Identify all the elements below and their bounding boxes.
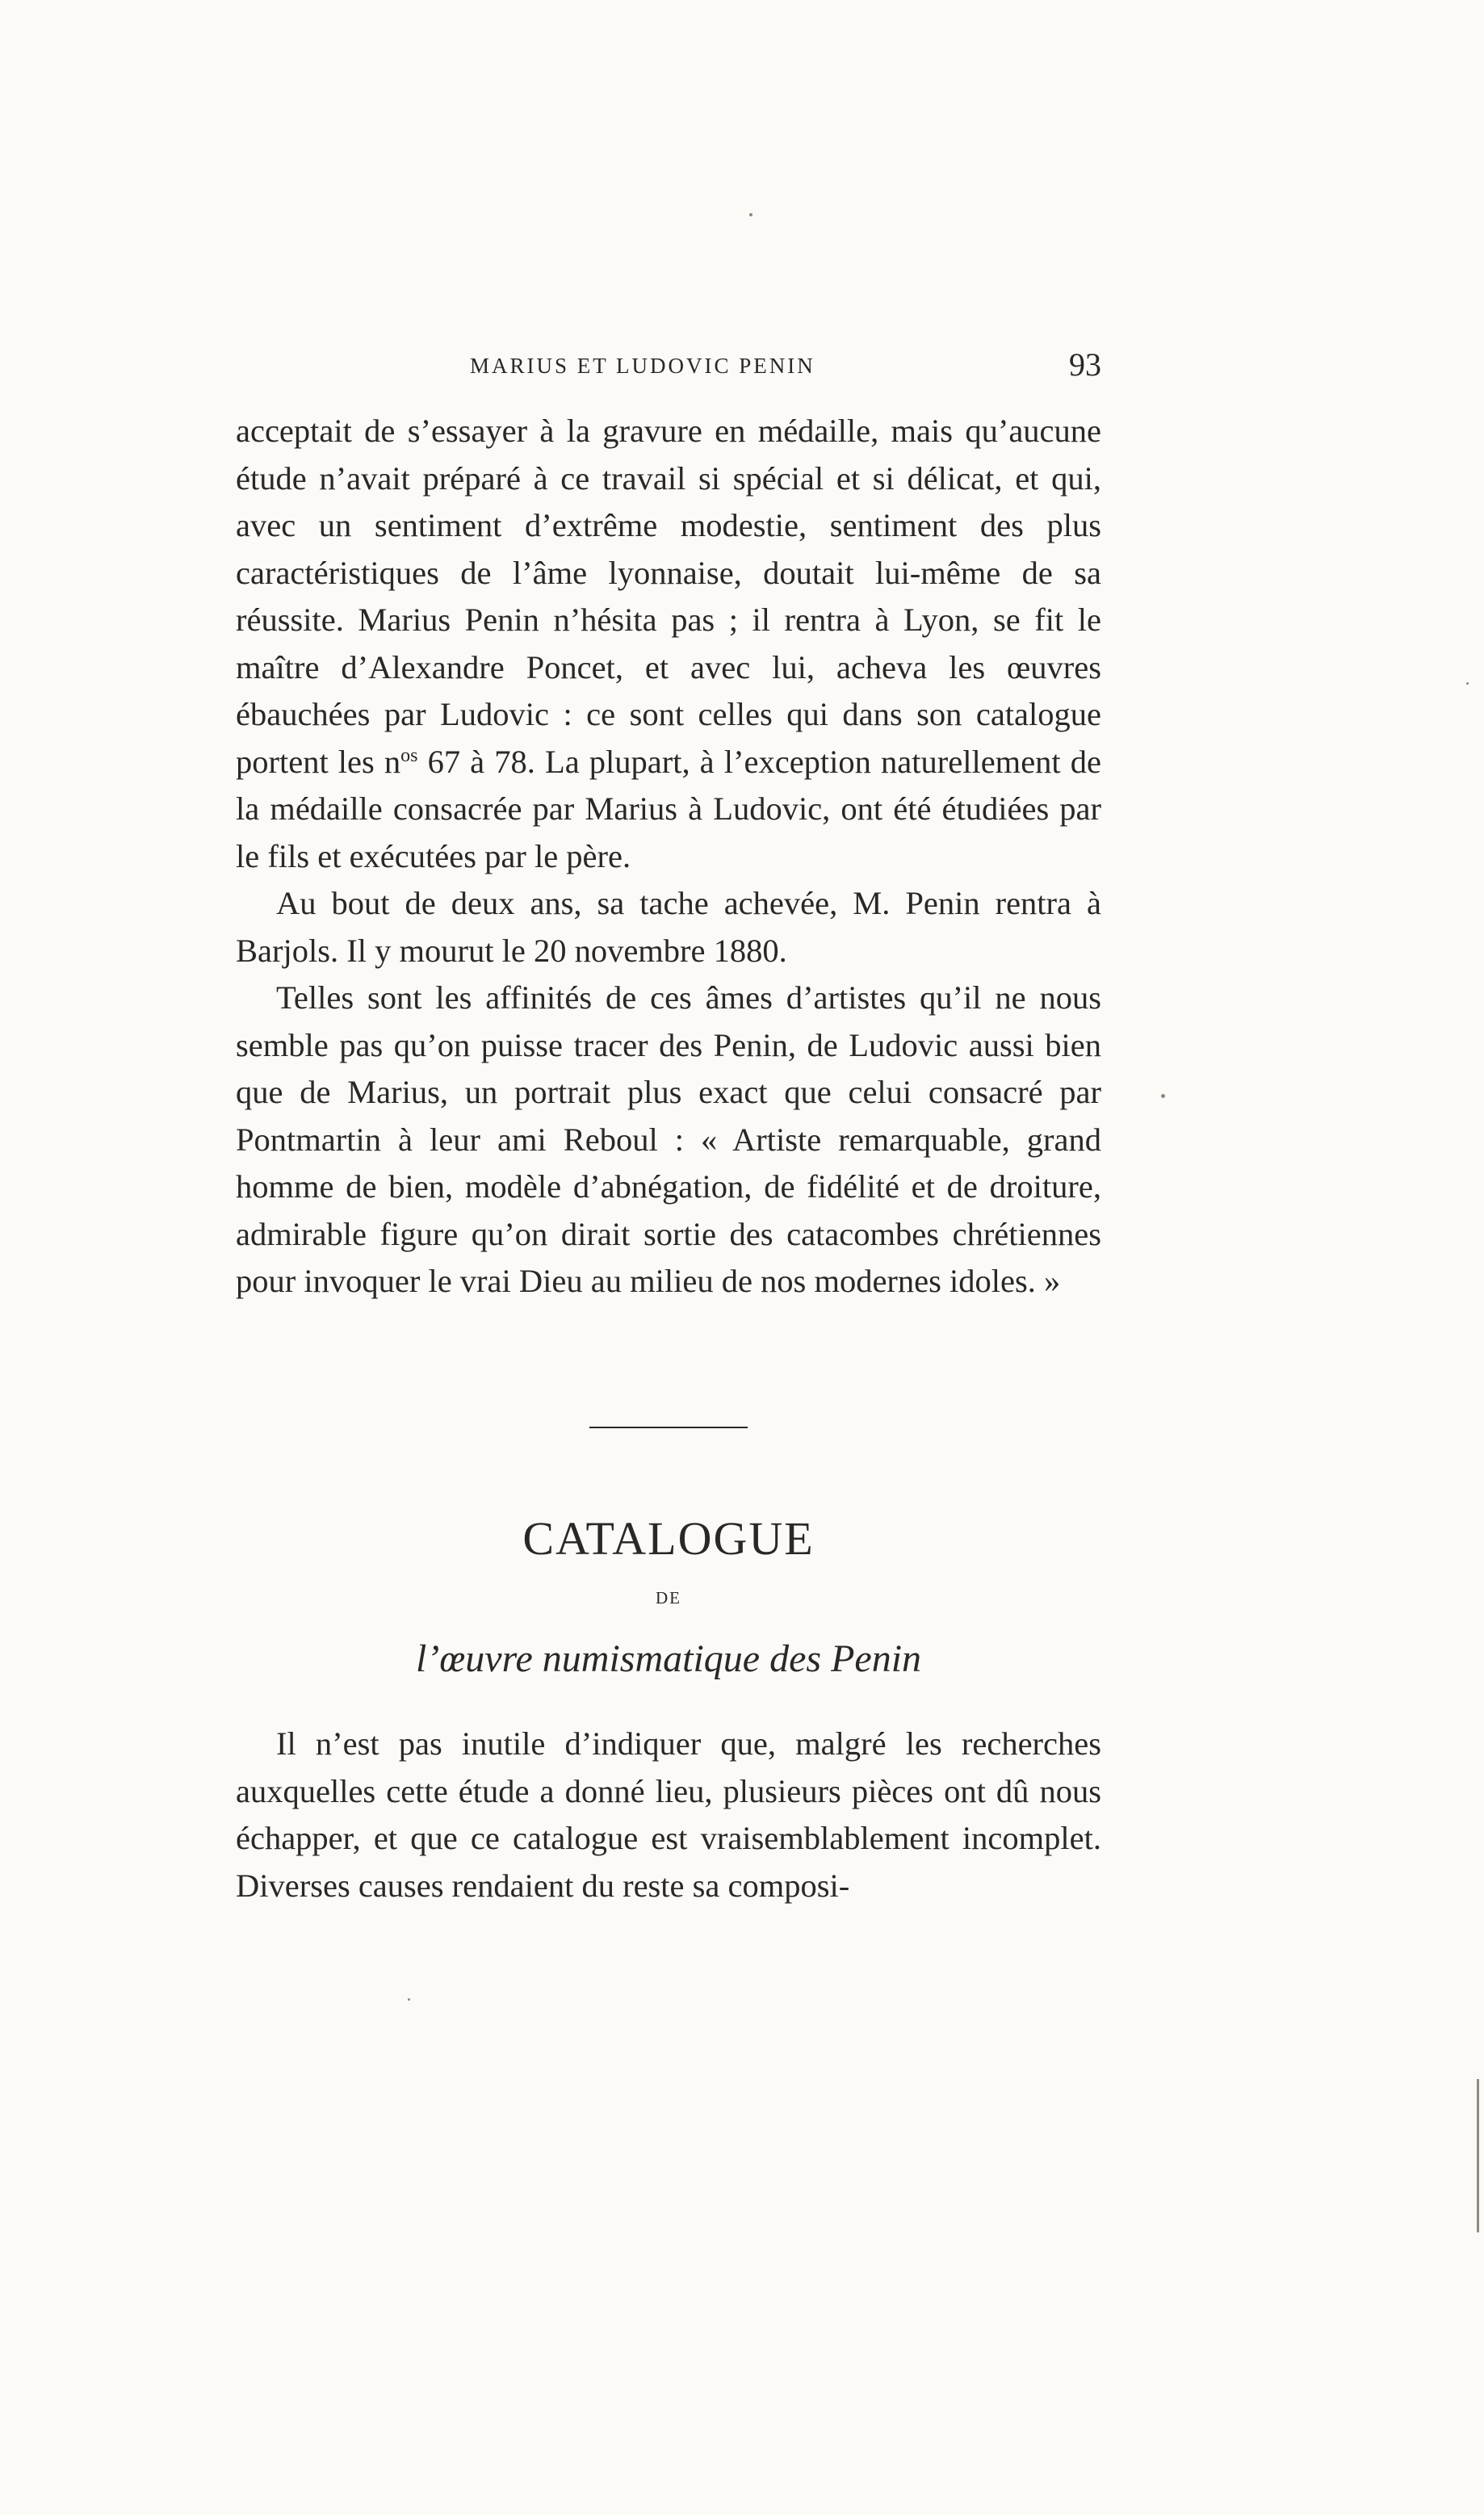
catalogue-title: CATALOGUE	[522, 1512, 815, 1565]
page-header	[236, 346, 1101, 394]
paragraph-text-continued: 67 à 78. La plupart, à l’exception naturellement de la médaille consacrée par Marius à Ludovic, ont été étudiées par le fils et exécutées par le père.	[236, 743, 1101, 874]
scan-edge-mark	[1477, 2079, 1479, 2232]
paragraph: Au bout de deux ans, sa tache achevée, M. Penin rentra à Barjols. Il y mourut le 20 novembre 1880.	[236, 885, 1101, 969]
catalogue-subtitle: l’œuvre numismatique des Penin	[415, 1637, 922, 1680]
scan-speck	[749, 213, 752, 216]
scan-speck	[1161, 1094, 1165, 1098]
scan-speck	[408, 1998, 410, 2001]
running-head: MARIUS ET LUDOVIC PENIN	[470, 354, 815, 378]
scan-speck	[1466, 682, 1469, 685]
catalogue-intro	[236, 1721, 1101, 1909]
paragraph	[236, 408, 1101, 880]
paragraph: Telles sont les affinités de ces âmes d’artistes qu’il ne nous semble pas qu’on puisse tracer des Penin, de Ludovic aussi bien que de Marius, un portrait plus exact que celui consacré par Pontmartin à leur ami Reboul : « Artiste remarquable, grand homme de bien, modèle d’abnégation, de fidélité et de droiture, admirable figure qu’on dirait sortie des catacombes chrétiennes pour invoquer le vrai Dieu au milieu de nos modernes idoles. »	[236, 979, 1101, 1299]
page-number: 93	[1069, 346, 1101, 383]
catalogue-connector: DE	[656, 1588, 681, 1608]
paragraph-text: acceptait de s’essayer à la gravure en médaille, mais qu’aucune étude n’avait préparé à ce travail si spécial et si délicat, et qui, avec un sentiment d’extrême modestie, sentiment des plus caractéristiques de l’âme lyonnaise, doutait lui-même de sa réussite. Marius Penin n’hésita pas ; il rentra à Lyon, se fit le maître d’Alexandre Poncet, et avec lui, acheva les œuvres ébauchées par Ludovic : ce sont celles qui dans son catalogue portent les n	[236, 413, 1101, 780]
body-text	[236, 408, 1101, 1306]
paragraph: Il n’est pas inutile d’indiquer que, malgré les recherches auxquelles cette étude a donné lieu, plusieurs pièces ont dû nous échapper, et que ce catalogue est vraisemblablement incomplet. Diverses causes rendaient du reste sa composi-	[236, 1725, 1101, 1904]
section-divider	[589, 1427, 748, 1428]
numero-superscript: os	[400, 744, 418, 766]
